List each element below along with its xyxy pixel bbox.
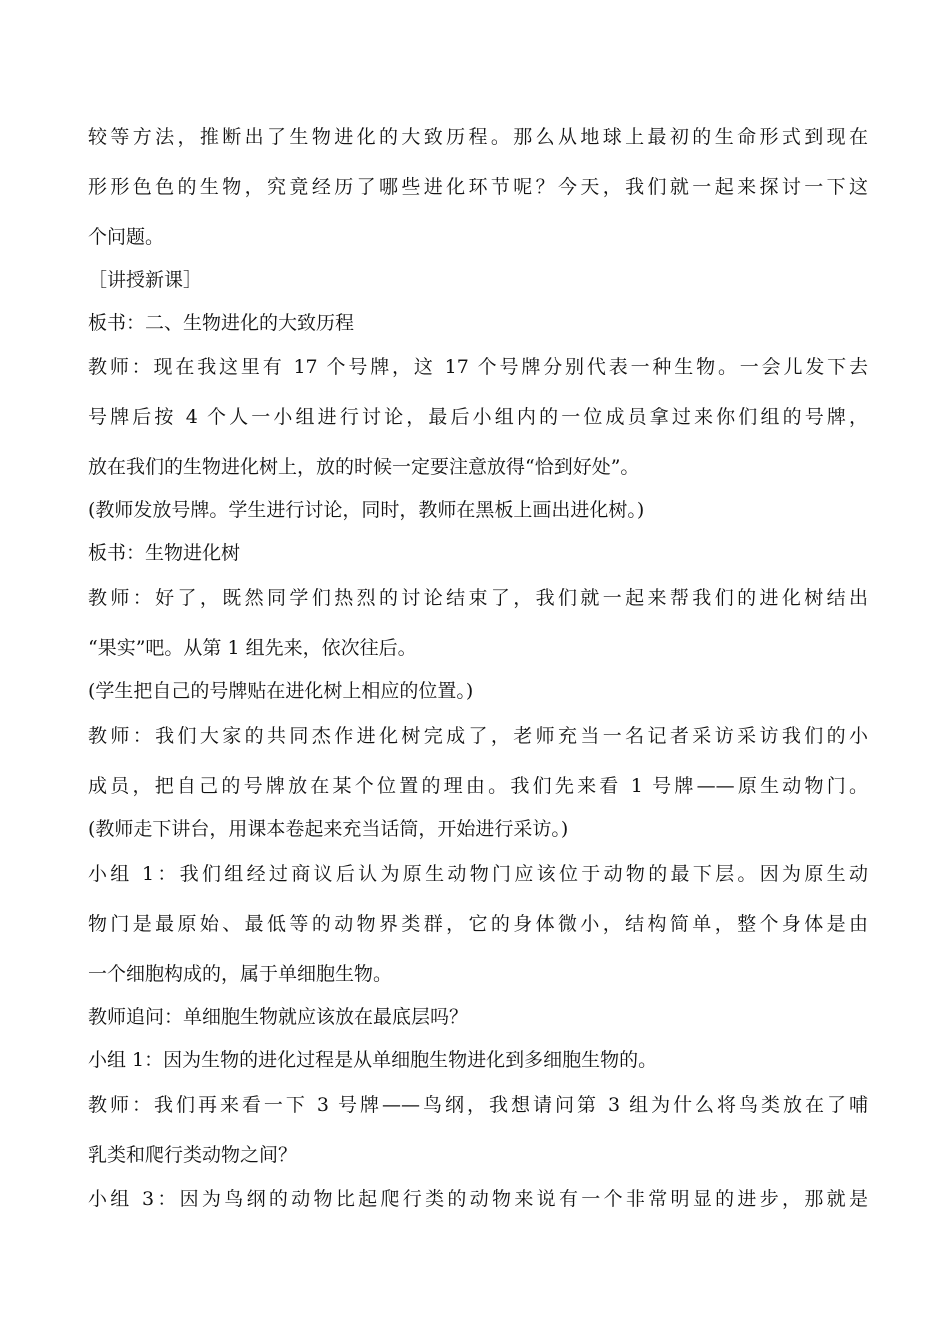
text-line: 教师：我们再来看一下 3 号牌——鸟纲，我想请问第 3 组为什么将鸟类放在了哺 [88, 1094, 868, 1116]
text-line: 小组 1：因为生物的进化过程是从单细胞生物进化到多细胞生物的。 [88, 1049, 658, 1071]
text-line: 放在我们的生物进化树上，放的时候一定要注意放得“恰到好处”。 [88, 456, 640, 478]
text-line: 物门是最原始、最低等的动物界类群，它的身体微小，结构简单，整个身体是由 [88, 913, 868, 935]
text-line: 个问题。 [88, 226, 165, 248]
stage-direction: (学生把自己的号牌贴在进化树上相应的位置。) [88, 680, 474, 702]
text-line: 乳类和爬行类动物之间？ [88, 1144, 298, 1166]
text-line: 小组 1：我们组经过商议后认为原生动物门应该位于动物的最下层。因为原生动 [88, 863, 868, 885]
board-note: 板书：二、生物进化的大致历程 [88, 312, 355, 334]
text-line: 号牌后按 4 个人一小组进行讨论，最后小组内的一位成员拿过来你们组的号牌， [88, 406, 868, 428]
text-line: 形形色色的生物，究竟经历了哪些进化环节呢？今天，我们就一起来探讨一下这 [88, 176, 868, 198]
board-note: 板书：生物进化树 [88, 542, 241, 564]
stage-direction: (教师发放号牌。学生进行讨论，同时，教师在黑板上画出进化树。) [88, 499, 645, 521]
text-line: 教师追问：单细胞生物就应该放在最底层吗？ [88, 1006, 469, 1028]
text-line: 小组 3：因为鸟纲的动物比起爬行类的动物来说有一个非常明显的进步，那就是 [88, 1188, 868, 1210]
text-line: 较等方法，推断出了生物进化的大致历程。那么从地球上最初的生命形式到现在 [88, 126, 868, 148]
text-line: 教师：好了，既然同学们热烈的讨论结束了，我们就一起来帮我们的进化树结出 [88, 587, 868, 609]
text-line: 成员，把自己的号牌放在某个位置的理由。我们先来看 1 号牌——原生动物门。 [88, 775, 868, 797]
stage-direction: (教师走下讲台，用课本卷起来充当话筒，开始进行采访。) [88, 818, 569, 840]
text-line: 一个细胞构成的，属于单细胞生物。 [88, 963, 393, 985]
section-heading: ［讲授新课］ [88, 269, 203, 291]
text-line: 教师：我们大家的共同杰作进化树完成了，老师充当一名记者采访采访我们的小 [88, 725, 868, 747]
text-line: “果实”吧。从第 1 组先来，依次往后。 [88, 637, 417, 659]
text-line: 教师：现在我这里有 17 个号牌，这 17 个号牌分别代表一种生物。一会儿发下去 [88, 356, 868, 378]
